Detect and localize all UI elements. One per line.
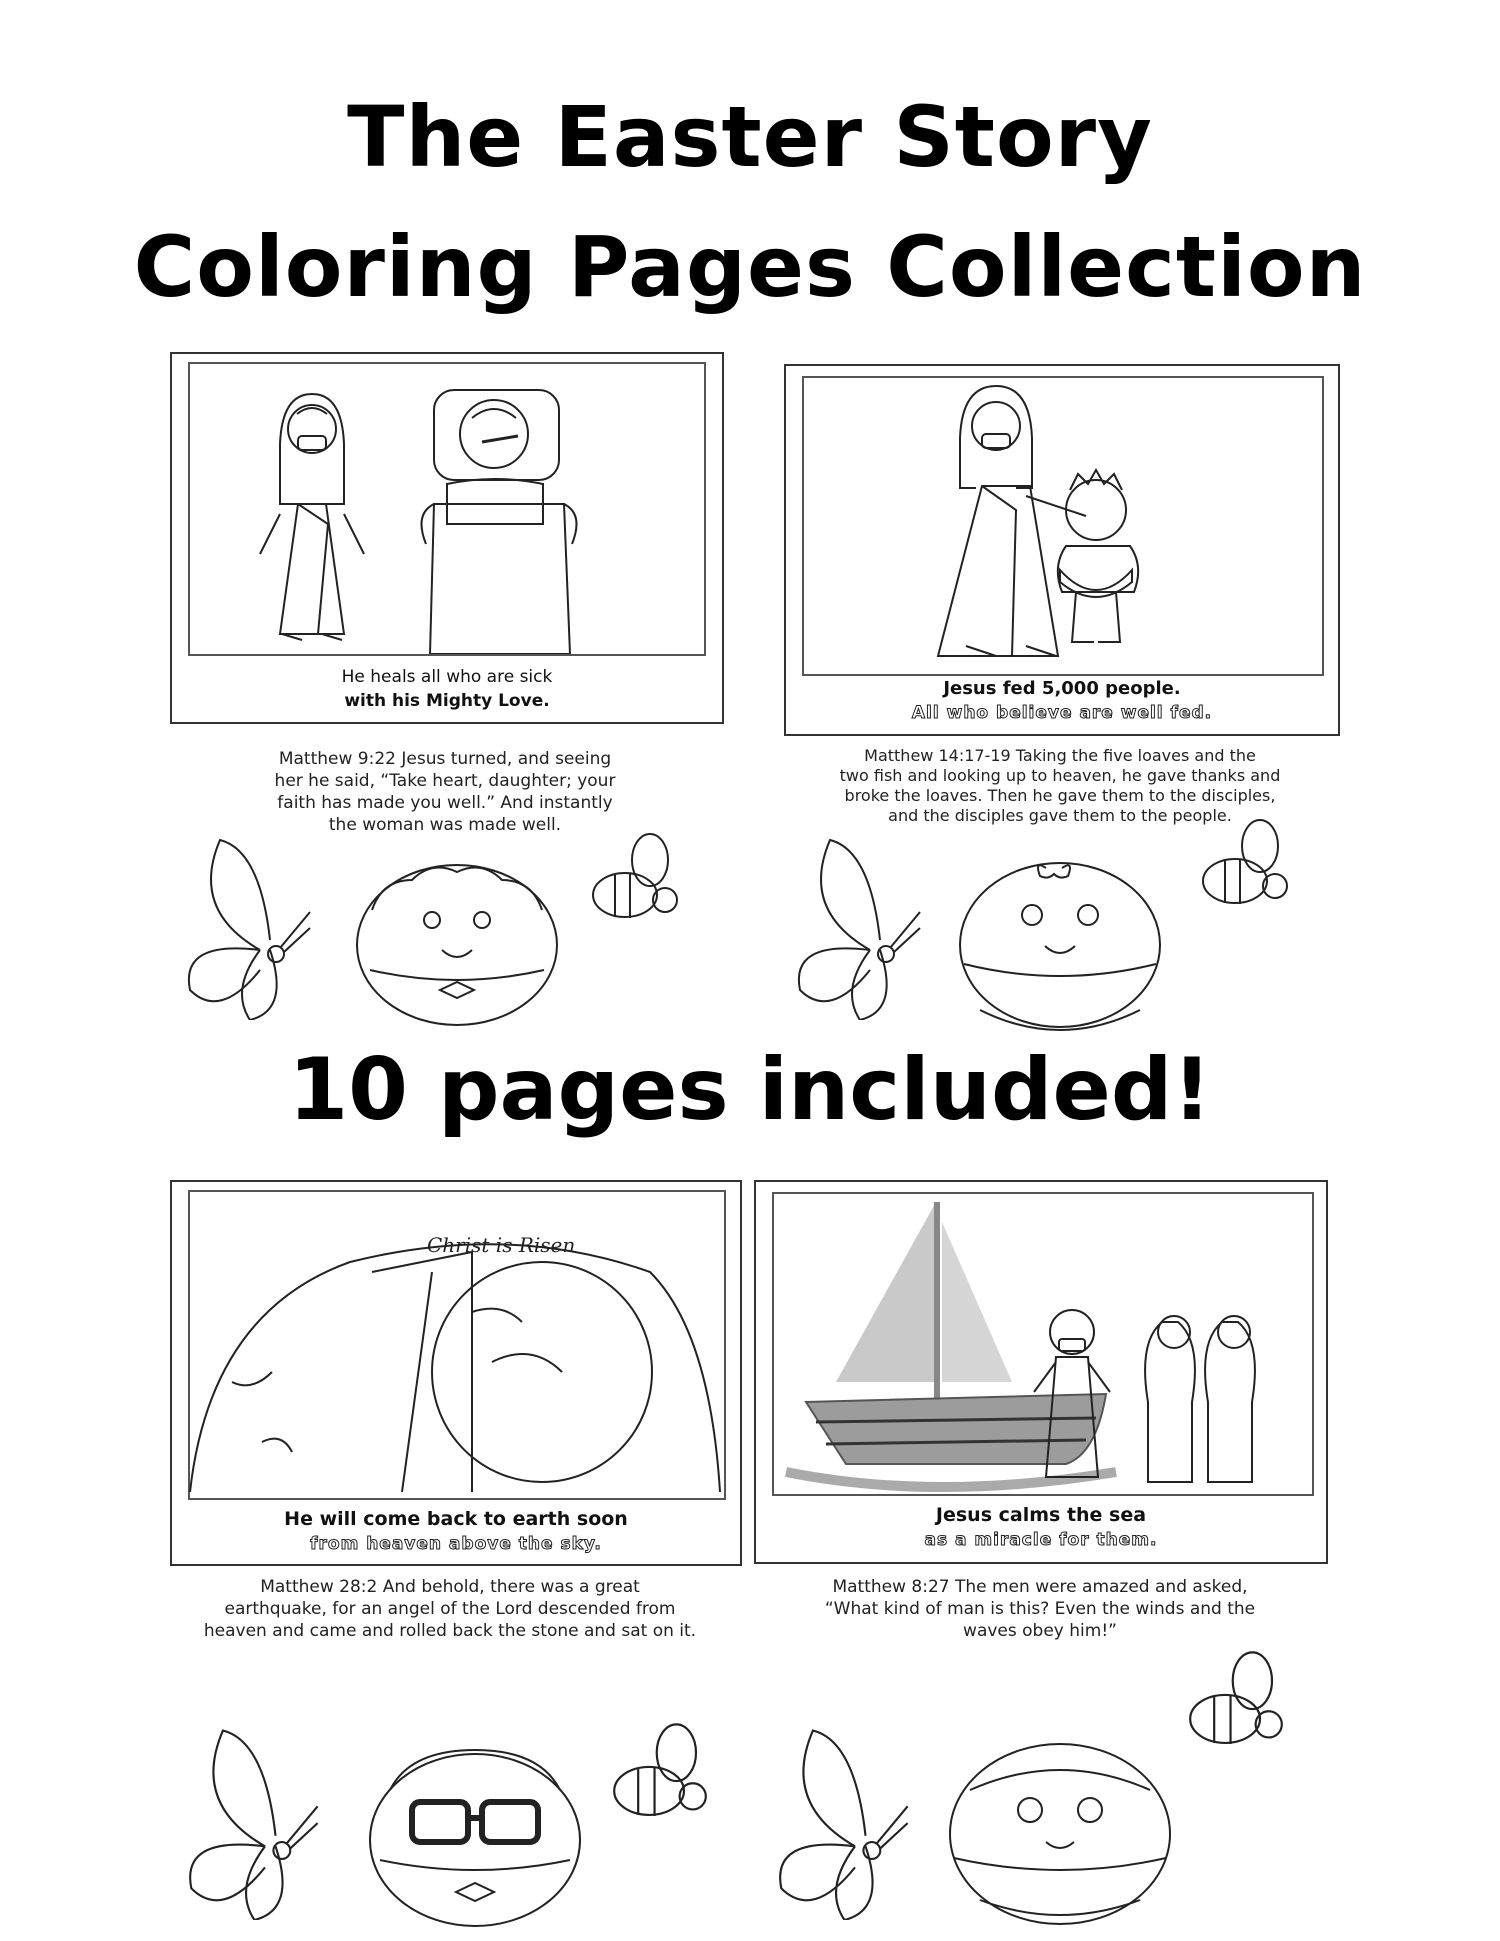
page-caption-line-2: All who believe are well fed.	[911, 703, 1213, 723]
jesus-calms-sea-illustration	[756, 1182, 1326, 1502]
verse-line: the woman was made well.	[328, 815, 562, 835]
coloring-page-1	[170, 352, 724, 724]
scripture-verse-3	[180, 1576, 720, 1642]
verse-line: heaven and came and rolled back the stone and sat on it.	[203, 1621, 697, 1641]
coloring-page-3	[170, 1180, 742, 1566]
verse-line: two fish and looking up to heaven, he gave thanks and	[839, 766, 1281, 785]
bee-icon	[1176, 1648, 1296, 1768]
butterfly-icon	[180, 1720, 350, 1920]
verse-line: earthquake, for an angel of the Lord descended from	[224, 1599, 676, 1619]
page-caption-line-1: Jesus fed 5,000 people.	[943, 678, 1181, 699]
bee-icon	[580, 830, 690, 940]
verse-line: Matthew 14:17-19 Taking the five loaves and the	[864, 746, 1256, 765]
page-caption-line-1: He heals all who are sick	[341, 667, 553, 687]
page-caption-line-2: with his Mighty Love.	[344, 691, 550, 711]
verse-line: broke the loaves. Then he gave them to the disciples,	[844, 786, 1276, 805]
tomb-label: Christ is Risen	[427, 1233, 576, 1257]
verse-line: Matthew 8:27 The men were amazed and asked,	[832, 1577, 1248, 1597]
verse-line: waves obey him!”	[963, 1621, 1117, 1641]
page-caption-line-1: He will come back to earth soon	[284, 1508, 628, 1530]
title-line-1: The Easter Story	[347, 88, 1153, 186]
verse-line: “What kind of man is this? Even the winds and the	[824, 1599, 1256, 1619]
smiling-character-icon	[950, 860, 1170, 1040]
empty-tomb-illustration	[172, 1182, 740, 1502]
scripture-verse-2	[800, 746, 1320, 826]
bee-icon	[600, 1720, 720, 1840]
scripture-verse-4	[790, 1576, 1290, 1642]
page-caption-line-2: as a miracle for them.	[924, 1530, 1158, 1550]
smiling-character-icon	[352, 860, 562, 1030]
page-caption-line-2: from heaven above the sky.	[310, 1534, 602, 1554]
verse-line: and the disciples gave them to the people.	[888, 806, 1232, 825]
butterfly-icon	[790, 830, 950, 1020]
coloring-page-2	[784, 364, 1340, 736]
jesus-feeds-5000-illustration	[786, 366, 1338, 676]
verse-line: Matthew 9:22 Jesus turned, and seeing	[278, 749, 612, 769]
title-line-2: Coloring Pages Collection	[133, 218, 1367, 316]
butterfly-icon	[180, 830, 340, 1020]
bee-icon	[1190, 816, 1300, 926]
pages-included-banner: 10 pages included!	[288, 1040, 1212, 1140]
verse-line: Matthew 28:2 And behold, there was a great	[260, 1577, 640, 1597]
butterfly-icon	[770, 1720, 940, 1920]
page-caption-line-1: Jesus calms the sea	[935, 1504, 1147, 1526]
verse-line: her he said, “Take heart, daughter; your	[274, 771, 616, 791]
verse-line: faith has made you well.” And instantly	[277, 793, 613, 813]
coloring-page-4	[754, 1180, 1328, 1564]
smiling-character-icon	[940, 1730, 1180, 1930]
scripture-verse-1	[200, 748, 690, 836]
smiling-character-icon	[360, 1740, 590, 1930]
jesus-heals-illustration	[172, 354, 722, 654]
